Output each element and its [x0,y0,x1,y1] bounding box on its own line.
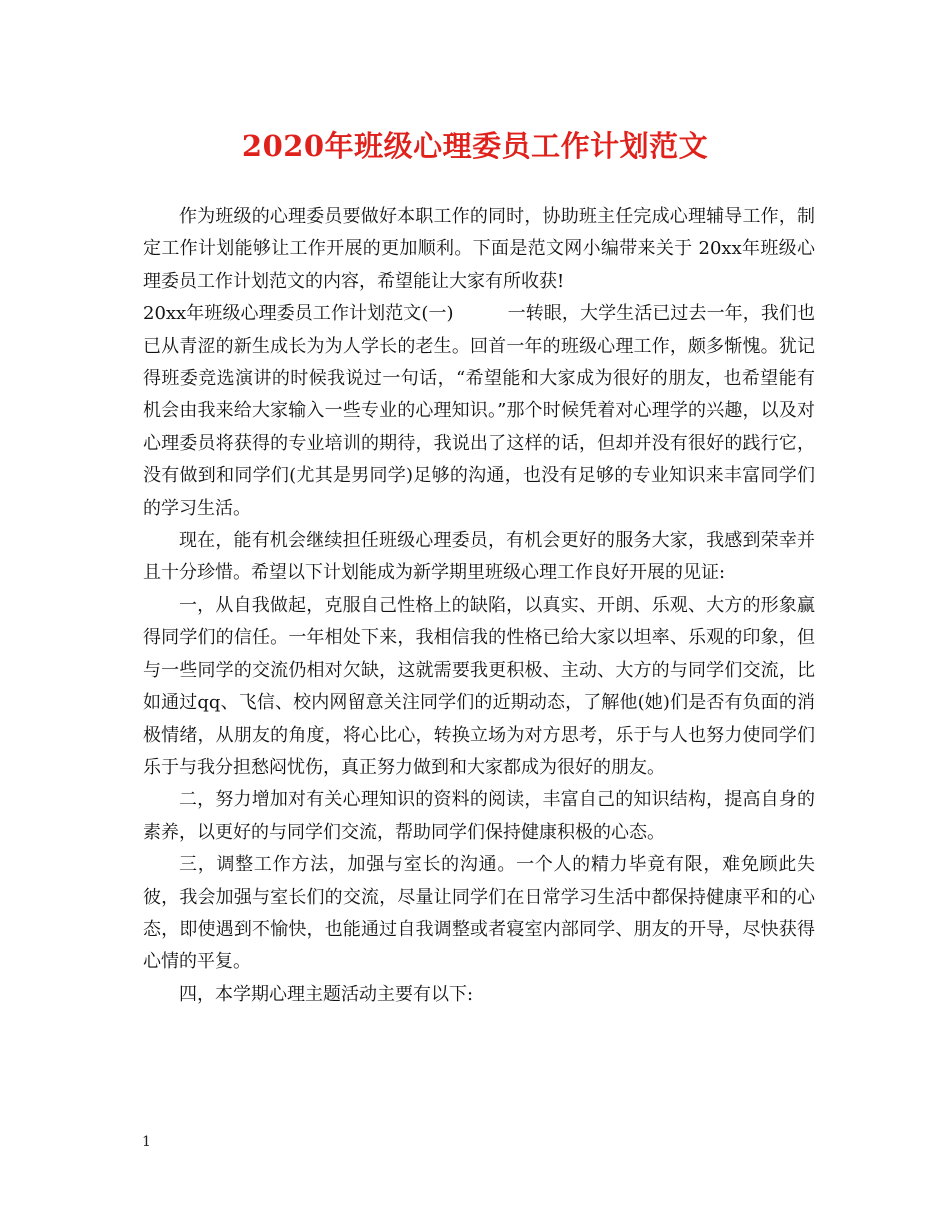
section-paragraph [143,298,815,525]
document-body [143,201,815,1011]
section-first-paragraph: 一转眼，大学生活已过去一年，我们也已从青涩的新生成长为为人学长的老生。回首一年的班级心理工作，颇多惭愧。犹记得班委竞选演讲的时候我说过一句话，“希望能和大家成为很好的朋友，也希望能有机会由我来给大家输入一些专业的心理知识。”那个时候凭着对心理学的兴趣，以及对心理委员将获得的专业培训的期待，我说出了这样的话，但却并没有很好的践行它，没有做到和同学们(尤其是男同学)足够的沟通，也没有足够的专业知识来丰富同学们的学习生活。 [143,303,815,519]
plan-item-1: 一，从自我做起，克服自己性格上的缺陷，以真实、开朗、乐观、大方的形象赢得同学们的信任。一年相处下来，我相信我的性格已给大家以坦率、乐观的印象，但与一些同学的交流仍相对欠缺，这就需要我更积极、主动、大方的与同学们交流，比如通过qq、飞信、校内网留意关注同学们的近期动态，了解他(她)们是否有负面的消极情绪，从朋友的角度，将心比心，转换立场为对方思考，乐于与人也努力使同学们乐于与我分担愁闷忧伤，真正努力做到和大家都成为很好的朋友。 [143,594,815,778]
plan-item-3: 三，调整工作方法，加强与室长的沟通。一个人的精力毕竟有限，难免顾此失彼，我会加强与室长们的交流，尽量让同学们在日常学习生活中都保持健康平和的心态，即使遇到不愉快，也能通过自我调整或者寝室内部同学、朋友的开导，尽快获得心情的平复。 [143,854,815,973]
plan-item-2: 二，努力增加对有关心理知识的资料的阅读，丰富自己的知识结构，提高自身的素养，以更好的与同学们交流，帮助同学们保持健康积极的心态。 [143,789,815,843]
continuation-paragraph: 现在，能有机会继续担任班级心理委员，有机会更好的服务大家，我感到荣幸并且十分珍惜。希望以下计划能成为新学期里班级心理工作良好开展的见证: [143,530,815,584]
section-subheading: 20xx年班级心理委员工作计划范文(一) [143,303,454,325]
intro-paragraph: 作为班级的心理委员要做好本职工作的同时，协助班主任完成心理辅导工作，制定工作计划能够让工作开展的更加顺利。下面是范文网小编带来关于 20xx年班级心理委员工作计划范文的内容，希望能让大家有所收获! [143,206,815,292]
page-number: 1 [142,1134,151,1150]
document-title: 2020年班级心理委员工作计划范文 [241,129,709,163]
plan-item-4: 四，本学期心理主题活动主要有以下: [179,983,474,1005]
